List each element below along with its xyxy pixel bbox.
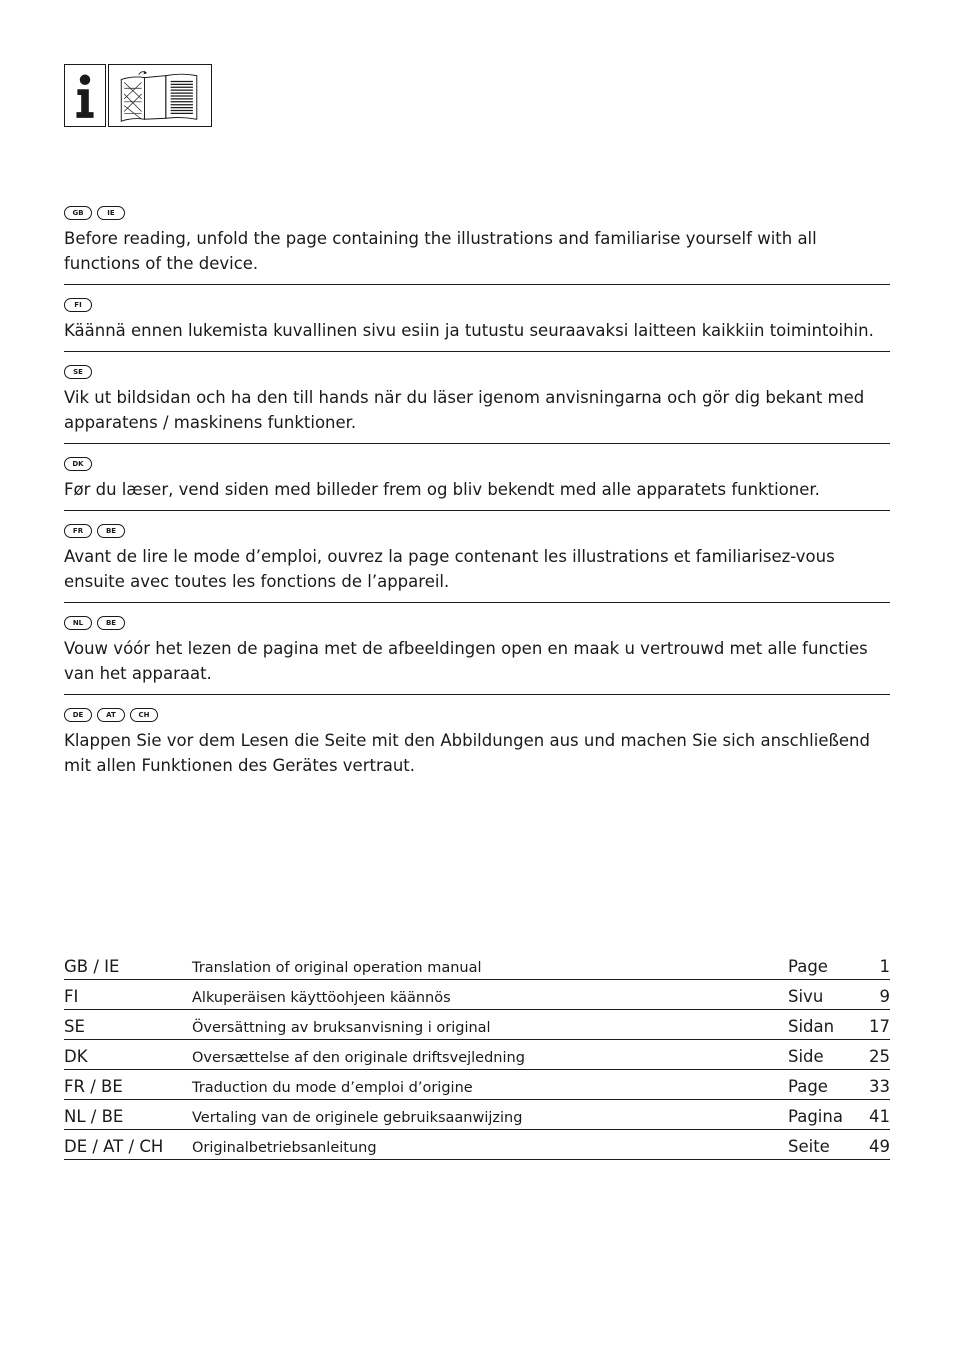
country-badge: IE: [97, 206, 125, 220]
country-badge: AT: [97, 708, 125, 722]
country-badge: DE: [64, 708, 92, 722]
note-fr-be: [64, 521, 890, 603]
note-text: Klappen Sie vor dem Lesen die Seite mit den Abbildungen aus und machen Sie sich anschließend mit allen Funktionen des Gerätes vertraut.: [64, 731, 870, 775]
toc-row[interactable]: [64, 1100, 890, 1130]
toc-lang: DE / AT / CH: [64, 1130, 192, 1160]
toc-page-number: 17: [858, 1010, 890, 1040]
note-se: [64, 362, 890, 444]
header-icons: [64, 64, 212, 127]
country-badge: DK: [64, 457, 92, 471]
info-icon: [64, 64, 106, 127]
toc-page-number: 49: [858, 1130, 890, 1160]
toc-page-number: 41: [858, 1100, 890, 1130]
toc-page-number: 9: [858, 980, 890, 1010]
note-text: Før du læser, vend siden med billeder frem og bliv bekendt med alle apparatets funktioner.: [64, 480, 820, 499]
toc-row[interactable]: [64, 980, 890, 1010]
toc-row[interactable]: [64, 950, 890, 980]
note-de-at-ch: [64, 705, 890, 786]
toc-page-word: Sivu: [788, 980, 858, 1010]
toc-title: Originalbetriebsanleitung: [192, 1130, 788, 1160]
note-text: Vouw vóór het lezen de pagina met de afbeeldingen open en maak u vertrouwd met alle functies van het apparaat.: [64, 639, 868, 683]
country-badge: BE: [97, 616, 125, 630]
toc-page-word: Side: [788, 1040, 858, 1070]
toc-lang: FR / BE: [64, 1070, 192, 1100]
country-badge: BE: [97, 524, 125, 538]
toc-title: Oversættelse af den originale driftsvejledning: [192, 1040, 788, 1070]
toc-page-word: Page: [788, 1070, 858, 1100]
country-badge: SE: [64, 365, 92, 379]
toc-lang: FI: [64, 980, 192, 1010]
toc-page-word: Sidan: [788, 1010, 858, 1040]
toc-title: Alkuperäisen käyttöohjeen käännös: [192, 980, 788, 1010]
note-nl-be: [64, 613, 890, 695]
unfold-pages-icon: [108, 64, 212, 127]
toc-page-word: Seite: [788, 1130, 858, 1160]
note-text: Before reading, unfold the page containing the illustrations and familiarise yourself with all functions of the device.: [64, 229, 817, 273]
toc-page-number: 1: [858, 950, 890, 980]
toc-page-number: 25: [858, 1040, 890, 1070]
toc-title: Translation of original operation manual: [192, 950, 788, 980]
toc-page-word: Page: [788, 950, 858, 980]
toc-page-number: 33: [858, 1070, 890, 1100]
toc-page-word: Pagina: [788, 1100, 858, 1130]
toc-row[interactable]: [64, 1040, 890, 1070]
toc-row[interactable]: [64, 1130, 890, 1160]
toc-row[interactable]: [64, 1010, 890, 1040]
country-badge: NL: [64, 616, 92, 630]
toc-title: Vertaling van de originele gebruiksaanwijzing: [192, 1100, 788, 1130]
note-gb-ie: [64, 203, 890, 285]
note-fi: [64, 295, 890, 352]
toc-lang: SE: [64, 1010, 192, 1040]
country-badge: CH: [130, 708, 158, 722]
toc-lang: GB / IE: [64, 950, 192, 980]
toc-row[interactable]: [64, 1070, 890, 1100]
country-badge: FR: [64, 524, 92, 538]
toc-lang: NL / BE: [64, 1100, 192, 1130]
country-badge: FI: [64, 298, 92, 312]
note-text: Vik ut bildsidan och ha den till hands när du läser igenom anvisningarna och gör dig bekant med apparatens / maskinens funktioner.: [64, 388, 865, 432]
toc-lang: DK: [64, 1040, 192, 1070]
toc-title: Översättning av bruksanvisning i original: [192, 1010, 788, 1040]
note-text: Käännä ennen lukemista kuvallinen sivu esiin ja tutustu seuraavaksi laitteen kaikkiin toimintoihin.: [64, 321, 874, 340]
country-badge: GB: [64, 206, 92, 220]
language-notes: [64, 203, 890, 796]
toc-title: Traduction du mode d’emploi d’origine: [192, 1070, 788, 1100]
note-dk: [64, 454, 890, 511]
note-text: Avant de lire le mode d’emploi, ouvrez la page contenant les illustrations et familiarisez-vous ensuite avec toutes les fonctions de l’appareil.: [64, 547, 835, 591]
table-of-contents: [64, 950, 890, 1160]
